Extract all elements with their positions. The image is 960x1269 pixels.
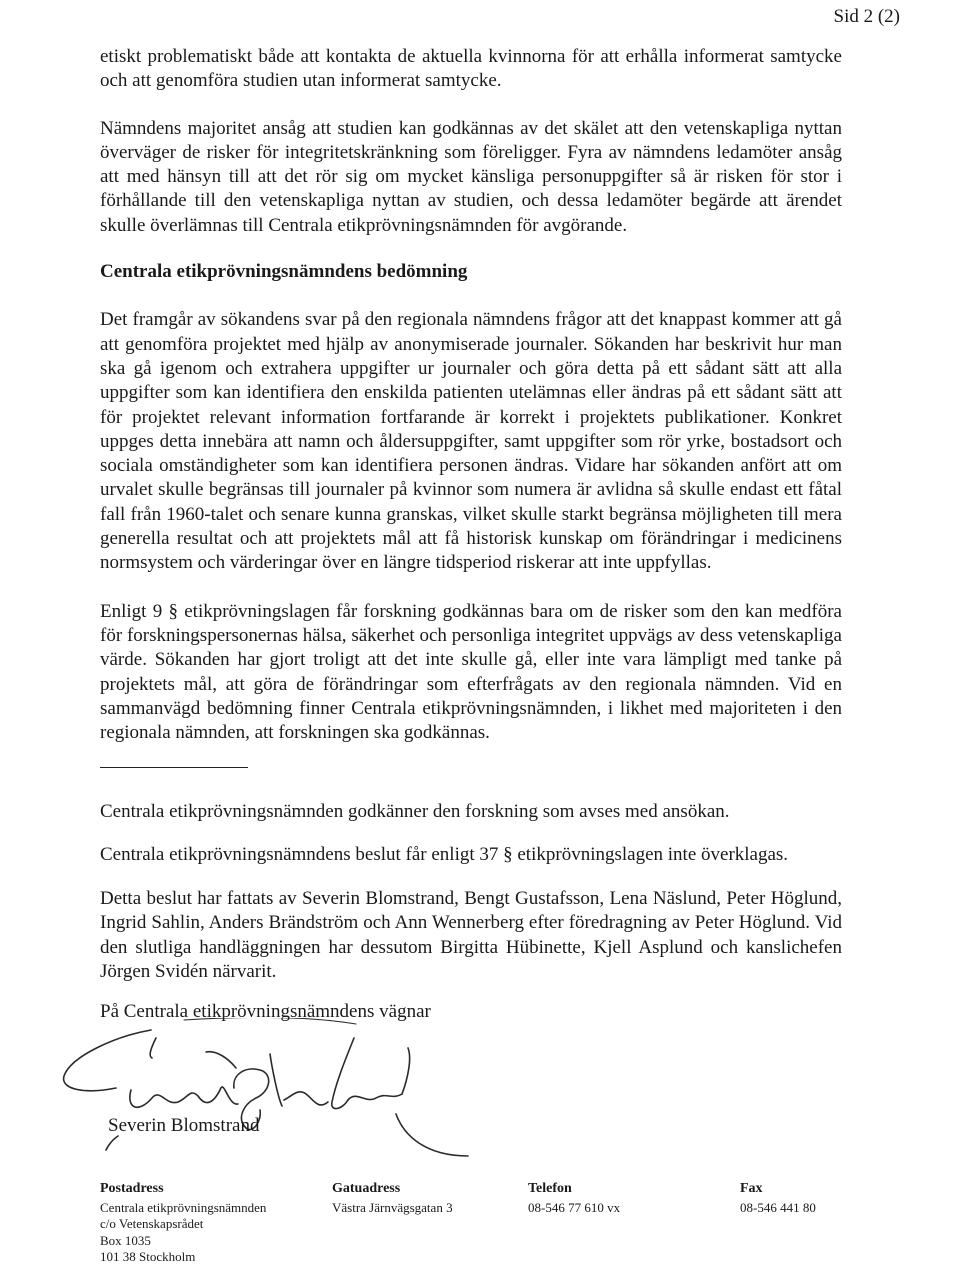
- signer-name: Severin Blomstrand: [108, 1115, 260, 1136]
- postal-address-line: Centrala etikprövningsnämnden: [100, 1199, 267, 1215]
- paragraph-participants: Detta beslut har fattats av Severin Blomstrand, Bengt Gustafsson, Lena Näslund, Peter Höglund, Ingrid Sahlin, Anders Brändström och Ann Wennerberg efter föredragning av Peter Höglund. Vid den slutliga handläggningen har dessutom Birgitta Hübinette, Kjell Asplund och kanslichefen Jörgen Svidén närvarit.: [100, 888, 842, 982]
- fax-label: Fax: [740, 1181, 763, 1196]
- handwritten-signature: [56, 1018, 476, 1168]
- postal-address-line: 101 38 Stockholm: [100, 1249, 196, 1264]
- paragraph-continued: etiskt problematiskt både att kontakta de aktuella kvinnorna för att erhålla informerat samtycke och att genomföra studien utan informerat samtycke.: [100, 46, 842, 92]
- street-address-block: [332, 1181, 453, 1216]
- paragraph-assessment: Det framgår av sökandens svar på den regionala nämndens frågor att det knappast kommer att gå att genomföra projektet med hjälp av anonymiserade journaler. Sökanden har beskrivit hur man ska gå igenom och extrahera uppgifter ur journaler och göra detta på ett sådant sätt att alla uppgifter som kan identifiera den enskilda patienten utelämnas eller ändras på ett sådant sätt att för projektet relevant information fortfarande är korrekt i projektets publikationer. Konkret uppges detta innebära att namn och åldersuppgifter, samt uppgifter som rör yrke, bostadsort och sociala omständigheter som kan identifiera personen ändras. Vidare har sökanden anfört att om urvalet skulle begränsas till journaler på kvinnor som numera är avlidna så skulle endast ett fåtal fall från 1960-talet och senare kunna granskas, vilket skulle starkt begränsa möjligheten till mera generella resultat och att projektets mål att få historisk kunskap om förändringar i medicinens normsystem och värderingar över en längre tidsperiod riskerar att inte uppfyllas.: [100, 309, 842, 574]
- paragraph-appeal-note: Centrala etikprövningsnämndens beslut får enligt 37 § etikprövningslagen inte överklagas.: [100, 843, 789, 865]
- paragraph-decision: Centrala etikprövningsnämnden godkänner den forskning som avses med ansökan.: [100, 801, 730, 823]
- paragraph-legal-basis: Enligt 9 § etikprövningslagen får forskning godkännas bara om de risker som den kan medföra för forskningspersonernas hälsa, säkerhet och personliga integritet uppvägs av dess vetenskapliga värde. Sökanden har gjort troligt att det inte skulle gå, eller inte vara lämpligt med tanke på projektets mål, att göra de förändringar som efterfrågats av den regionala nämnden. Vid en sammanvägd bedömning finner Centrala etikprövningsnämnden, i likhet med majoriteten i den regionala nämnden, att forskningen ska godkännas.: [100, 600, 842, 744]
- divider-line: [100, 767, 248, 768]
- postal-address-line: c/o Vetenskapsrådet: [100, 1216, 204, 1231]
- fax-value: 08-546 441 80: [740, 1199, 816, 1215]
- signature-intro: På Centrala etikprövningsnämndens vägnar: [100, 1001, 431, 1022]
- postal-address-block: [100, 1181, 266, 1266]
- phone-block: [528, 1181, 620, 1216]
- phone-label: Telefon: [528, 1181, 572, 1196]
- decision-body: [100, 45, 842, 984]
- paragraph-majority-view: Nämndens majoritet ansåg att studien kan godkännas av det skälet att den vetenskapliga nyttan överväger de risker för integritetskränkning som föreligger. Fyra av nämndens ledamöter ansåg att med hänsyn till att det rör sig om mycket känsliga personuppgifter så är risken för stor i förhållande till den vetenskapliga nyttan av studien, och dessa ledamöter begärde att ärendet skulle överlämnas till Centrala etikprövningsnämnden för avgörande.: [100, 117, 842, 236]
- street-address-label: Gatuadress: [332, 1181, 401, 1196]
- page-number: Sid 2 (2): [833, 6, 900, 27]
- postal-address-label: Postadress: [100, 1181, 164, 1196]
- fax-block: [740, 1181, 816, 1216]
- street-address-value: Västra Järnvägsgatan 3: [332, 1199, 453, 1215]
- postal-address-line: Box 1035: [100, 1232, 151, 1248]
- section-heading: Centrala etikprövningsnämndens bedömning: [100, 261, 468, 283]
- phone-value: 08-546 77 610 vx: [528, 1199, 621, 1215]
